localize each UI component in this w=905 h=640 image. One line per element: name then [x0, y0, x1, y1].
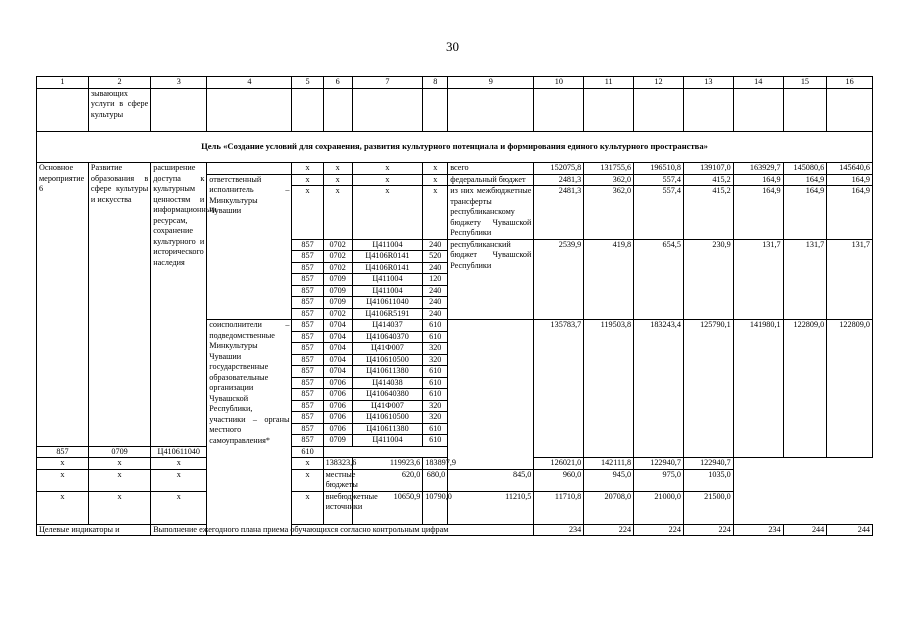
empty-cell — [323, 88, 352, 131]
value-cell: 164,9 — [783, 186, 827, 240]
value-cell: 122809,0 — [827, 320, 873, 458]
code-cell: 857 — [292, 366, 323, 378]
code-cell: 857 — [292, 377, 323, 389]
value-cell: 680,0 — [423, 469, 448, 491]
value-cell: 10790,0 — [423, 491, 448, 524]
code-cell: Ц41Ф007 — [352, 343, 423, 355]
empty-cell — [827, 88, 873, 131]
value-cell: 362,0 — [584, 174, 634, 186]
empty-cell — [448, 88, 534, 131]
code-cell: 0706 — [323, 377, 352, 389]
value-cell: 142111,8 — [584, 458, 634, 470]
code-cell: 857 — [292, 239, 323, 251]
value-cell: 415,2 — [683, 186, 733, 240]
code-cell: Ц411004 — [352, 285, 423, 297]
empty-cell — [352, 88, 423, 131]
value-cell: 131755,6 — [584, 163, 634, 175]
code-cell: 240 — [423, 285, 448, 297]
value-cell: 21000,0 — [634, 491, 684, 524]
value-cell: 224 — [683, 524, 733, 536]
column-header: 7 — [352, 77, 423, 89]
code-cell: 0702 — [323, 239, 352, 251]
code-cell: 0704 — [323, 343, 352, 355]
column-header: 16 — [827, 77, 873, 89]
code-cell: Ц4106R0141 — [352, 262, 423, 274]
empty-cell — [207, 88, 292, 131]
code-cell: 240 — [423, 297, 448, 309]
value-cell: 11710,8 — [534, 491, 584, 524]
value-cell: 152075,8 — [534, 163, 584, 175]
row-extra — [37, 491, 873, 524]
value-cell: 196510,8 — [634, 163, 684, 175]
value-cell: 234 — [534, 524, 584, 536]
indicators-label: Целевые индикаторы и — [37, 524, 151, 536]
value-cell: 183897,9 — [423, 458, 448, 470]
goal-title: Цель «Создание условий для сохранения, развития культурного потенциала и формирования единого культурного пространства» — [37, 131, 873, 163]
code-cell: 0709 — [323, 285, 352, 297]
code-cell: Ц411004 — [352, 435, 423, 447]
column-header: 3 — [151, 77, 207, 89]
value-cell: 138323,6 — [323, 458, 352, 470]
x-cell: x — [423, 163, 448, 175]
value-cell: 122940,7 — [683, 458, 733, 470]
code-cell: Ц414038 — [352, 377, 423, 389]
code-cell: 120 — [423, 274, 448, 286]
value-cell: 419,8 — [584, 239, 634, 320]
code-cell: 857 — [292, 343, 323, 355]
code-cell: Ц410640380 — [352, 389, 423, 401]
column-header: 15 — [783, 77, 827, 89]
value-cell: 164,9 — [827, 174, 873, 186]
x-cell: x — [88, 469, 150, 491]
main-event-label: Основное мероприятие 6 — [37, 163, 89, 447]
x-cell: x — [292, 458, 323, 470]
value-cell: 620,0 — [352, 469, 423, 491]
code-cell: 610 — [423, 389, 448, 401]
value-cell: 224 — [634, 524, 684, 536]
co-executors: соисполнители – подведомственные Минкультуры Чувашии государственные образовательные организации Чувашской Республики, участники – органы местного самоуправления* — [207, 320, 292, 536]
value-cell: 135783,7 — [534, 320, 584, 458]
empty-cell — [634, 88, 684, 131]
code-cell: 857 — [292, 285, 323, 297]
code-cell: 0706 — [323, 412, 352, 424]
code-cell: 0704 — [323, 354, 352, 366]
x-cell: x — [151, 491, 207, 524]
code-cell: 857 — [292, 389, 323, 401]
column-header: 11 — [584, 77, 634, 89]
funding-source: местные бюджеты — [323, 469, 352, 491]
column-header: 4 — [207, 77, 292, 89]
value-cell: 122940,7 — [634, 458, 684, 470]
budget-table — [36, 76, 873, 536]
column-header: 12 — [634, 77, 684, 89]
code-cell: Ц410611380 — [352, 366, 423, 378]
code-cell: 320 — [423, 343, 448, 355]
code-cell: 857 — [292, 308, 323, 320]
code-cell: Ц410611040 — [151, 446, 207, 458]
code-cell: 857 — [292, 331, 323, 343]
empty-cell — [292, 88, 323, 131]
value-cell: 224 — [584, 524, 634, 536]
x-cell: x — [88, 491, 150, 524]
code-cell: 857 — [292, 354, 323, 366]
column-header: 2 — [88, 77, 150, 89]
value-cell: 2539,9 — [534, 239, 584, 320]
page-number: 30 — [446, 39, 459, 54]
code-cell: 0706 — [323, 423, 352, 435]
value-cell: 10650,9 — [352, 491, 423, 524]
value-cell: 557,4 — [634, 186, 684, 240]
code-cell: Ц410610500 — [352, 354, 423, 366]
x-cell: x — [37, 458, 89, 470]
x-cell: x — [292, 491, 323, 524]
code-cell: 0709 — [88, 446, 150, 458]
value-cell: 145640,6 — [827, 163, 873, 175]
code-cell: 857 — [292, 274, 323, 286]
x-cell: x — [323, 174, 352, 186]
code-cell: 520 — [423, 251, 448, 263]
continued-text: зывающих услуги в сфере культуры — [88, 88, 150, 131]
code-cell: 857 — [37, 446, 89, 458]
code-cell: Ц410611380 — [352, 423, 423, 435]
x-cell: x — [352, 174, 423, 186]
x-cell: x — [292, 174, 323, 186]
value-cell: 362,0 — [584, 186, 634, 240]
code-cell: 240 — [423, 239, 448, 251]
empty-cell — [683, 88, 733, 131]
column-header: 6 — [323, 77, 352, 89]
funding-source: внебюджетные источники — [323, 491, 352, 524]
code-cell: Ц410611040 — [352, 297, 423, 309]
x-cell: x — [323, 163, 352, 175]
value-cell: 244 — [783, 524, 827, 536]
code-cell: 857 — [292, 297, 323, 309]
responsible-executor: ответственный исполнитель – Минкультуры Чувашии — [207, 174, 292, 320]
code-cell: 857 — [292, 320, 323, 332]
code-cell: Ц4106R0141 — [352, 251, 423, 263]
row-total — [37, 163, 873, 175]
empty-cell — [733, 88, 783, 131]
code-cell: 857 — [292, 412, 323, 424]
code-cell: 857 — [292, 262, 323, 274]
code-cell: 320 — [423, 354, 448, 366]
value-cell: 1035,0 — [683, 469, 733, 491]
continuation-row — [37, 88, 873, 131]
value-cell: 183243,4 — [634, 320, 684, 458]
column-header: 14 — [733, 77, 783, 89]
funding-source: всего — [448, 163, 534, 175]
x-cell: x — [151, 469, 207, 491]
value-cell: 2481,3 — [534, 174, 584, 186]
code-cell: 610 — [423, 366, 448, 378]
x-cell: x — [323, 186, 352, 240]
code-cell: 610 — [423, 423, 448, 435]
x-cell: x — [423, 186, 448, 240]
code-cell: 0702 — [323, 251, 352, 263]
column-header: 10 — [534, 77, 584, 89]
value-cell: 131,7 — [783, 239, 827, 320]
column-header: 1 — [37, 77, 89, 89]
code-cell: 0704 — [323, 320, 352, 332]
code-cell: 610 — [423, 331, 448, 343]
code-cell: Ц41Ф007 — [352, 400, 423, 412]
value-cell: 145080,6 — [783, 163, 827, 175]
code-cell: Ц414037 — [352, 320, 423, 332]
code-cell: 0704 — [323, 331, 352, 343]
code-cell: 320 — [423, 400, 448, 412]
value-cell: 244 — [827, 524, 873, 536]
value-cell: 163929,7 — [733, 163, 783, 175]
empty-cell — [584, 88, 634, 131]
empty-cell — [448, 320, 534, 470]
code-cell: 0709 — [323, 274, 352, 286]
code-cell: 610 — [423, 320, 448, 332]
code-cell: Ц410610500 — [352, 412, 423, 424]
value-cell: 11210,5 — [448, 491, 534, 524]
value-cell: 164,9 — [733, 174, 783, 186]
indicators-text: Выполнение ежегодного плана приема обучающихся согласно контрольным цифрам — [151, 524, 534, 536]
row-local — [37, 469, 873, 491]
code-cell: 240 — [423, 308, 448, 320]
subprogram-name: Развитие образования в сфере культуры и искусства — [88, 163, 150, 447]
value-cell: 164,9 — [733, 186, 783, 240]
code-cell: 610 — [423, 435, 448, 447]
code-cell: 857 — [292, 435, 323, 447]
empty-cell — [534, 88, 584, 131]
header-row — [37, 77, 873, 89]
value-cell: 139107,0 — [683, 163, 733, 175]
column-header: 13 — [683, 77, 733, 89]
indicators-row — [37, 524, 873, 536]
code-cell: 0706 — [323, 389, 352, 401]
funding-source: республиканский бюджет Чувашской Республики — [448, 239, 534, 320]
x-cell: x — [88, 458, 150, 470]
value-cell: 960,0 — [534, 469, 584, 491]
empty-cell — [783, 88, 827, 131]
x-cell: x — [423, 174, 448, 186]
code-cell: Ц411004 — [352, 274, 423, 286]
code-cell: 857 — [292, 251, 323, 263]
empty-cell — [37, 88, 89, 131]
value-cell: 119503,8 — [584, 320, 634, 458]
value-cell: 141980,1 — [733, 320, 783, 458]
value-cell: 2481,3 — [534, 186, 584, 240]
x-cell: x — [292, 469, 323, 491]
value-cell: 234 — [733, 524, 783, 536]
column-header: 5 — [292, 77, 323, 89]
task-description: расширение доступа к культурным ценностям и информационным ресурсам, сохранение культурного и исторического наследия — [151, 163, 207, 447]
goal-row — [37, 131, 873, 163]
value-cell: 164,9 — [827, 186, 873, 240]
funding-source: федеральный бюджет — [448, 174, 534, 186]
code-cell: 0709 — [323, 435, 352, 447]
code-cell: Ц411004 — [352, 239, 423, 251]
value-cell: 125790,1 — [683, 320, 733, 458]
code-cell: 610 — [292, 446, 323, 458]
code-cell: Ц4106R5191 — [352, 308, 423, 320]
value-cell: 131,7 — [827, 239, 873, 320]
value-cell: 654,5 — [634, 239, 684, 320]
value-cell: 975,0 — [634, 469, 684, 491]
funding-source: из них межбюджетные трансферты республиканскому бюджету Чувашской Республики — [448, 186, 534, 240]
code-cell: Ц410640370 — [352, 331, 423, 343]
column-header: 8 — [423, 77, 448, 89]
empty-cell — [207, 163, 292, 175]
value-cell: 845,0 — [448, 469, 534, 491]
x-cell: x — [37, 469, 89, 491]
value-cell: 119923,6 — [352, 458, 423, 470]
empty-cell — [423, 88, 448, 131]
x-cell: x — [352, 186, 423, 240]
value-cell: 415,2 — [683, 174, 733, 186]
code-cell: 0702 — [323, 262, 352, 274]
value-cell: 164,9 — [783, 174, 827, 186]
code-cell: 857 — [292, 400, 323, 412]
code-cell: 610 — [423, 377, 448, 389]
code-cell: 320 — [423, 412, 448, 424]
column-header: 9 — [448, 77, 534, 89]
value-cell: 557,4 — [634, 174, 684, 186]
code-cell: 0702 — [323, 308, 352, 320]
value-cell: 230,9 — [683, 239, 733, 320]
code-cell: 0706 — [323, 400, 352, 412]
x-cell: x — [352, 163, 423, 175]
empty-cell — [151, 88, 207, 131]
x-cell: x — [292, 186, 323, 240]
code-cell: 857 — [292, 423, 323, 435]
code-cell: 240 — [423, 262, 448, 274]
value-cell: 126021,0 — [534, 458, 584, 470]
x-cell: x — [37, 491, 89, 524]
x-cell: x — [292, 163, 323, 175]
value-cell: 122809,0 — [783, 320, 827, 458]
value-cell: 945,0 — [584, 469, 634, 491]
code-cell: 0704 — [323, 366, 352, 378]
code-cell: 0709 — [323, 297, 352, 309]
value-cell: 21500,0 — [683, 491, 733, 524]
x-cell: x — [151, 458, 207, 470]
value-cell: 131,7 — [733, 239, 783, 320]
value-cell: 20708,0 — [584, 491, 634, 524]
